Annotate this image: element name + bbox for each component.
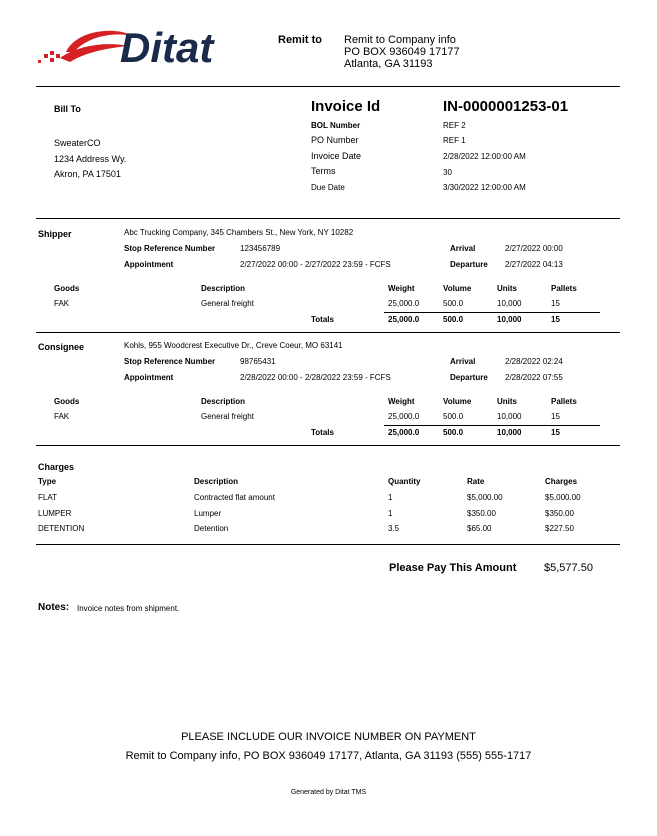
pay-amount-value: $5,577.50: [544, 562, 593, 574]
shipper-label: Shipper: [38, 229, 72, 239]
goods-cell: 10,000: [497, 412, 522, 421]
goods-header: Pallets: [551, 397, 577, 406]
invoice-id-label: Invoice Id: [311, 98, 381, 115]
shipper-arrival-label: Arrival: [450, 244, 476, 253]
bill-to-line: SweaterCO: [54, 138, 101, 148]
goods-header: Description: [201, 397, 246, 406]
notes-text: Invoice notes from shipment.: [77, 604, 180, 613]
shipper-address: Abc Trucking Company, 345 Chambers St., New York, NY 10282: [124, 228, 354, 237]
due-date-value: 3/30/2022 12:00:00 AM: [443, 183, 526, 192]
remit-label: Remit to: [278, 34, 322, 46]
logo-wordmark: Ditat: [120, 24, 214, 71]
footer-remit-info: Remit to Company info, PO BOX 936049 17177, Atlanta, GA 31193 (555) 555-1717: [125, 750, 532, 762]
totals-cell: 25,000.0: [388, 428, 420, 437]
charges-section: [0, 460, 657, 546]
goods-header: Units: [497, 397, 517, 406]
invoice-date-value: 2/28/2022 12:00:00 AM: [443, 152, 526, 161]
charge-cell: $5,000.00: [545, 493, 581, 502]
shipper-arrival-value: 2/27/2022 00:00: [505, 244, 563, 253]
remit-line: PO BOX 936049 17177: [344, 46, 460, 58]
consignee-arrival-value: 2/28/2022 02:24: [505, 357, 563, 366]
consignee-arrival-label: Arrival: [450, 357, 476, 366]
totals-cell: 15: [551, 315, 560, 324]
charge-cell: $5,000.00: [467, 493, 503, 502]
charge-cell: $227.50: [545, 524, 574, 533]
goods-header: Goods: [54, 397, 80, 406]
charges-header: Description: [194, 477, 239, 486]
terms-value: 30: [443, 168, 452, 177]
shipper-stop-ref-value: 123456789: [240, 244, 281, 253]
consignee-section: [0, 339, 657, 443]
charges-header: Charges: [545, 477, 578, 486]
terms-label: Terms: [311, 166, 336, 176]
invoice-id-value: IN-0000001253-01: [443, 98, 569, 115]
charge-cell: Detention: [194, 524, 229, 533]
goods-cell: General freight: [201, 299, 254, 308]
bol-number-label: BOL Number: [311, 121, 361, 130]
goods-header: Volume: [443, 284, 472, 293]
charge-cell: $65.00: [467, 524, 492, 533]
goods-header: Pallets: [551, 284, 577, 293]
shipper-departure-value: 2/27/2022 04:13: [505, 260, 563, 269]
totals-label: Totals: [311, 315, 334, 324]
bol-number-value: REF 2: [443, 121, 466, 130]
charge-cell: 1: [388, 509, 393, 518]
charge-cell: FLAT: [38, 493, 57, 502]
generated-by: Generated by Ditat TMS: [290, 789, 367, 796]
divider: [36, 86, 620, 87]
consignee-appointment-label: Appointment: [124, 373, 174, 382]
shipper-appointment-label: Appointment: [124, 260, 174, 269]
goods-cell: 15: [551, 299, 560, 308]
invoice-date-label: Invoice Date: [311, 151, 362, 161]
goods-cell: 10,000: [497, 299, 522, 308]
remit-line: Atlanta, GA 31193: [344, 58, 433, 70]
goods-header: Weight: [388, 284, 415, 293]
shipper-section: [0, 226, 657, 330]
goods-cell: 500.0: [443, 299, 464, 308]
charge-cell: Contracted flat amount: [194, 493, 275, 502]
consignee-label: Consignee: [38, 342, 85, 352]
company-logo: [36, 22, 236, 74]
charge-cell: Lumper: [194, 509, 222, 518]
charge-cell: 1: [388, 493, 393, 502]
goods-header: Goods: [54, 284, 80, 293]
notes-label: Notes:: [38, 602, 70, 613]
goods-cell: 25,000.0: [388, 299, 420, 308]
charges-header: Type: [38, 477, 57, 486]
consignee-appointment-value: 2/28/2022 00:00 - 2/28/2022 23:59 - FCFS: [240, 373, 391, 382]
totals-label: Totals: [311, 428, 334, 437]
po-number-value: REF 1: [443, 136, 466, 145]
consignee-departure-label: Departure: [450, 373, 488, 382]
totals-cell: 15: [551, 428, 560, 437]
shipper-appointment-value: 2/27/2022 00:00 - 2/27/2022 23:59 - FCFS: [240, 260, 391, 269]
goods-cell: 15: [551, 412, 560, 421]
goods-cell: General freight: [201, 412, 254, 421]
goods-header: Volume: [443, 397, 472, 406]
consignee-address: Kohls, 955 Woodcrest Executive Dr., Creve Coeur, MO 63141: [124, 341, 343, 350]
goods-cell: FAK: [54, 299, 70, 308]
totals-cell: 500.0: [443, 428, 464, 437]
bill-to-address: [54, 136, 126, 183]
goods-header: Description: [201, 284, 246, 293]
totals-cell: 10,000: [497, 315, 522, 324]
consignee-stop-ref-label: Stop Reference Number: [124, 357, 216, 366]
totals-cell: 25,000.0: [388, 315, 420, 324]
po-number-label: PO Number: [311, 135, 359, 145]
charges-title: Charges: [38, 462, 75, 472]
divider: [36, 332, 620, 333]
bill-to-line: 1234 Address Wy.: [54, 153, 127, 164]
goods-cell: 500.0: [443, 412, 464, 421]
consignee-departure-value: 2/28/2022 07:55: [505, 373, 563, 382]
divider: [36, 445, 620, 446]
charges-header: Quantity: [388, 477, 421, 486]
footer-payment-note: PLEASE INCLUDE OUR INVOICE NUMBER ON PAYMENT: [181, 731, 476, 743]
bill-to-line: Akron, PA 17501: [54, 169, 121, 179]
charge-cell: 3.5: [388, 524, 400, 533]
totals-cell: 500.0: [443, 315, 464, 324]
goods-cell: FAK: [54, 412, 70, 421]
charge-cell: $350.00: [545, 509, 574, 518]
goods-header: Weight: [388, 397, 415, 406]
remit-line: Remit to Company info: [344, 34, 456, 46]
goods-cell: 25,000.0: [388, 412, 420, 421]
goods-header: Units: [497, 284, 517, 293]
charge-cell: LUMPER: [38, 509, 72, 518]
due-date-label: Due Date: [311, 183, 345, 192]
remit-address: [344, 34, 460, 70]
divider: [36, 544, 620, 545]
consignee-stop-ref-value: 98765431: [240, 357, 276, 366]
totals-cell: 10,000: [497, 428, 522, 437]
divider: [36, 218, 620, 219]
charge-cell: DETENTION: [38, 524, 85, 533]
charge-cell: $350.00: [467, 509, 496, 518]
bill-to-label: Bill To: [54, 104, 81, 114]
shipper-departure-label: Departure: [450, 260, 488, 269]
shipper-stop-ref-label: Stop Reference Number: [124, 244, 216, 253]
charges-header: Rate: [467, 477, 485, 486]
totals-underline: [384, 425, 600, 426]
pay-amount-label: Please Pay This Amount: [389, 562, 517, 574]
totals-underline: [384, 312, 600, 313]
